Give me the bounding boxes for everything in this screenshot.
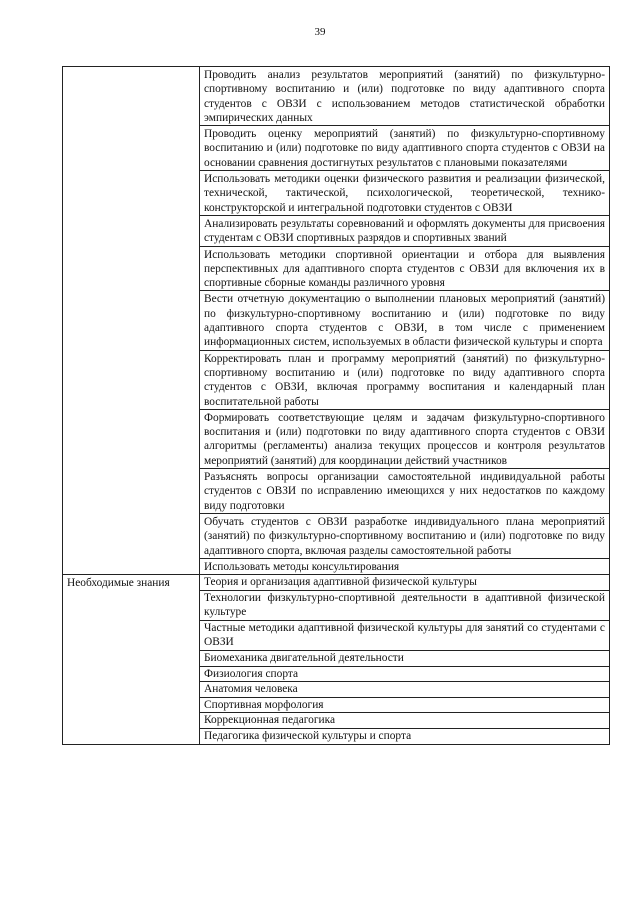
- knowledge-item: Теория и организация адаптивной физической культуры: [200, 575, 610, 591]
- skill-item: Проводить оценку мероприятий (занятий) по физкультурно-спортивному воспитанию и (или) подготовке по виду адаптивного спорта студентов с ОВЗИ на основании сравнения достигнутых результатов с плановыми показателями: [200, 126, 610, 171]
- knowledge-item: Спортивная морфология: [200, 697, 610, 713]
- skills-label-cell: [63, 67, 200, 575]
- knowledge-row: [63, 575, 610, 591]
- knowledge-item: Анатомия человека: [200, 682, 610, 698]
- knowledge-item: Физиология спорта: [200, 666, 610, 682]
- knowledge-item: Коррекционная педагогика: [200, 713, 610, 729]
- competency-table: [62, 66, 610, 745]
- skill-item: Проводить анализ результатов мероприятий (занятий) по физкультурно-спортивному воспитанию и (или) подготовке по виду адаптивного спорта студентов с ОВЗИ с использованием методов статистической обработки эмпирических данных: [200, 67, 610, 126]
- skill-item: Вести отчетную документацию о выполнении плановых мероприятий (занятий) по физкультурно-спортивному воспитанию и (или) подготовке по виду адаптивного спорта студентов с ОВЗИ, в том числе с применением информационных систем, используемых в области физической культуры и спорта: [200, 291, 610, 350]
- skill-row: [63, 67, 610, 126]
- skill-item: Использовать методики спортивной ориентации и отбора для выявления перспективных для адаптивного спорта студентов с ОВЗИ для включения их в спортивные сборные команды различного уровня: [200, 246, 610, 291]
- knowledge-label: Необходимые знания: [63, 575, 200, 745]
- skill-item: Разъяснять вопросы организации самостоятельной индивидуальной работы студентов с ОВЗИ по исправлению имеющихся у них недостатков по каждому виду подготовки: [200, 469, 610, 514]
- knowledge-item: Педагогика физической культуры и спорта: [200, 729, 610, 745]
- skill-item: Обучать студентов с ОВЗИ разработке индивидуального плана мероприятий (занятий) по физкультурно-спортивному воспитанию и (или) подготовке по виду адаптивного спорта, включая разделы самостоятельной работы: [200, 513, 610, 558]
- competency-table-body: [63, 67, 610, 745]
- knowledge-item: Биомеханика двигательной деятельности: [200, 651, 610, 667]
- knowledge-item: Технологии физкультурно-спортивной деятельности в адаптивной физической культуре: [200, 590, 610, 620]
- skill-item: Корректировать план и программу мероприятий (занятий) по физкультурно-спортивному воспитанию и (или) подготовке по виду адаптивного спорта студентов с ОВЗИ, включая программу воспитания и календарный план воспитательной работы: [200, 350, 610, 409]
- skill-item: Анализировать результаты соревнований и оформлять документы для присвоения студентам с ОВЗИ спортивных разрядов и спортивных званий: [200, 215, 610, 246]
- knowledge-item: Частные методики адаптивной физической культуры для занятий со студентами с ОВЗИ: [200, 620, 610, 650]
- skill-item: Использовать методы консультирования: [200, 558, 610, 574]
- skill-item: Использовать методики оценки физического развития и реализации физической, технической, тактической, психологической, теоретической, технико-конструкторской и интегральной подготовки студентов с ОВЗИ: [200, 171, 610, 216]
- page-number: 39: [314, 26, 326, 38]
- skill-item: Формировать соответствующие целям и задачам физкультурно-спортивного воспитания и (или) подготовки по виду адаптивного спорта студентов с ОВЗИ алгоритмы (регламенты) анализа текущих процессов и контроля результатов мероприятий (занятий) для координации действий участников: [200, 409, 610, 468]
